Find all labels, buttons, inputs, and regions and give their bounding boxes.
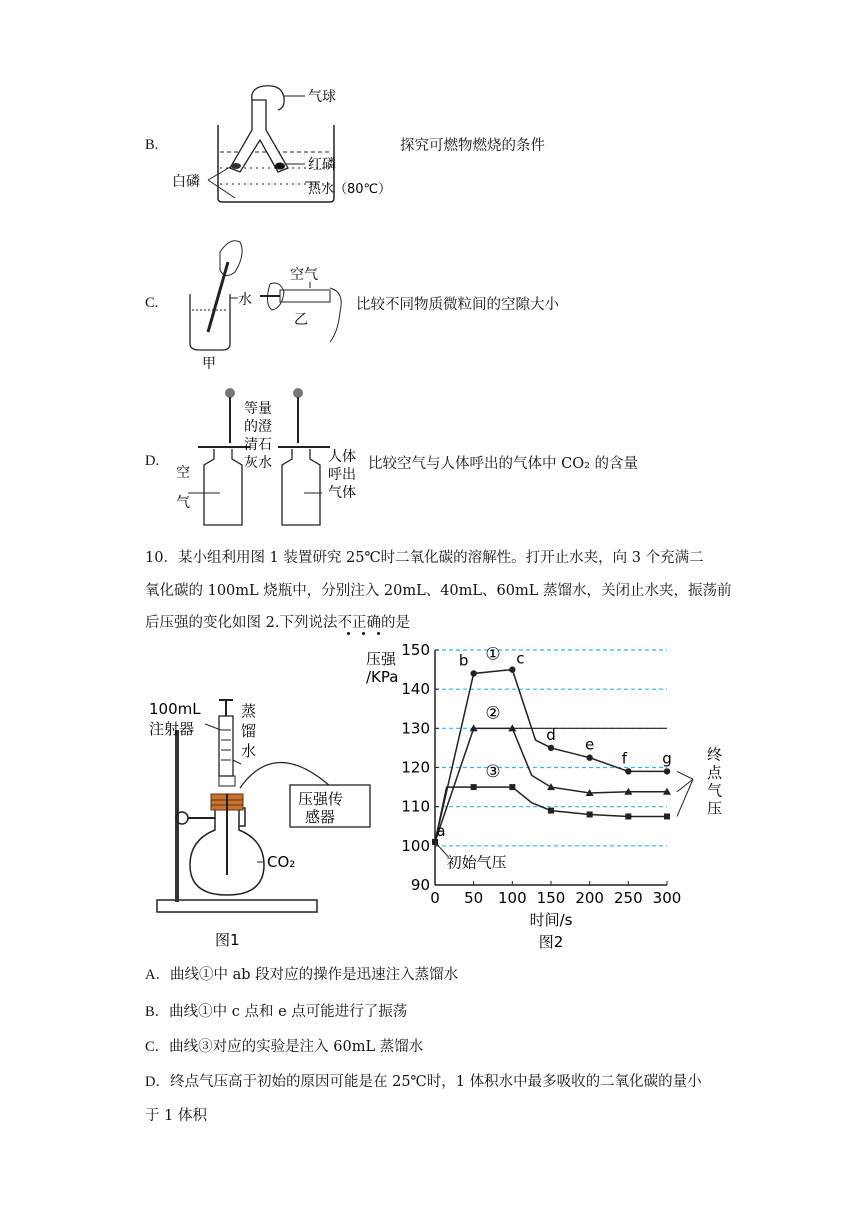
data-point	[625, 813, 631, 819]
series-name-3: ③	[485, 762, 501, 783]
co2-comparison-apparatus-figure	[170, 385, 370, 530]
chart-axes	[401, 641, 681, 907]
limewater-label-2: 的澄	[244, 419, 272, 435]
water-label-3: 水	[241, 742, 257, 760]
water-label: 水	[238, 292, 252, 308]
chart-series	[432, 666, 671, 845]
final-pressure-label: 点	[707, 763, 723, 782]
x-tick-label: 50	[464, 889, 484, 907]
limewater-label-4: 灰水	[244, 455, 272, 471]
y-tick-label: 130	[401, 719, 430, 738]
water-label-2: 馏	[241, 722, 257, 740]
y-tick-label: 140	[401, 680, 430, 699]
answer-c-letter: C．	[145, 1039, 170, 1055]
syringe-label-name: 注射器	[149, 720, 195, 738]
x-tick-label: 150	[536, 889, 566, 907]
x-tick-label: 200	[575, 889, 604, 907]
data-point	[625, 768, 631, 774]
data-point	[664, 813, 670, 819]
y-tick-label: 150	[401, 641, 430, 659]
white-phosphorus-label: 白磷	[172, 174, 200, 190]
point-label-f: f	[621, 749, 627, 768]
co2-label: CO₂	[267, 853, 296, 871]
air-label-1: 空	[176, 465, 190, 481]
exhaled-label-2: 呼出	[328, 467, 356, 483]
final-pressure-label: 压	[707, 799, 723, 818]
x-axis-label: 时间/s	[529, 911, 573, 929]
red-phosphorus-label: 红磷	[308, 157, 336, 173]
water-label-1: 蒸	[241, 702, 257, 720]
air-label-2: 气	[176, 495, 190, 511]
burning-condition-apparatus-figure	[160, 80, 400, 205]
y-tick-label: 90	[410, 876, 430, 894]
final-pressure-label: 气	[707, 781, 723, 800]
answer-b	[145, 1000, 407, 1021]
air-label: 空气	[290, 267, 318, 283]
point-label-d: d	[546, 725, 556, 744]
x-tick-label: 100	[498, 889, 527, 907]
data-point	[471, 784, 477, 790]
series-name-1: ①	[485, 644, 501, 665]
figure-2-caption: 图2	[538, 933, 564, 951]
emphasis-dots	[347, 632, 407, 636]
final-pressure-label: 终	[707, 745, 723, 764]
point-label-b: b	[458, 651, 469, 670]
answer-a-text: 曲线①中 ab 段对应的操作是迅速注入蒸馏水	[169, 967, 459, 983]
jia-label: 甲	[202, 356, 216, 372]
yi-label: 乙	[294, 312, 308, 328]
option-c-letter: C.	[145, 295, 159, 311]
exhaled-label-3: 气体	[328, 485, 356, 501]
data-point	[509, 666, 515, 672]
x-tick-label: 0	[430, 889, 440, 907]
answer-d-continuation: 于 1 体积	[145, 1108, 207, 1124]
answer-c	[145, 1035, 423, 1056]
limewater-label-3: 清石	[244, 437, 272, 453]
series-name-2: ②	[485, 703, 501, 724]
data-point	[587, 812, 593, 818]
particle-gap-apparatus-figure	[180, 232, 355, 372]
data-point	[547, 783, 555, 790]
answer-d	[145, 1070, 702, 1091]
answer-a	[145, 963, 458, 984]
y-tick-label: 120	[401, 758, 430, 777]
answer-a-letter: A．	[145, 967, 170, 983]
figure-1-caption: 图1	[215, 931, 240, 949]
limewater-label-1: 等量	[244, 401, 272, 417]
x-tick-label: 250	[614, 889, 643, 907]
final-arrow	[677, 779, 693, 816]
x-tick-label: 300	[652, 889, 682, 907]
series-line-3	[435, 787, 667, 842]
balloon-label: 气球	[308, 89, 336, 105]
question-line-2: 氧化碳的 100mL 烧瓶中，分别注入 20mL、40mL、60mL 蒸馏水，关闭止水夹，振荡前	[145, 583, 732, 599]
y-axis-unit: /KPa	[366, 668, 399, 686]
figure-2-pressure-chart	[360, 640, 730, 960]
y-axis-label: 压强	[366, 650, 397, 668]
final-arrow	[677, 771, 693, 779]
sensor-label-2: 感器	[305, 808, 336, 826]
point-label-g: g	[662, 749, 672, 768]
question-line-3	[145, 611, 410, 632]
answer-d-letter: D．	[145, 1074, 170, 1090]
point-label-e: e	[585, 735, 595, 754]
exhaled-label-1: 人体	[328, 449, 356, 465]
answer-d-text: 终点气压高于初始的原因可能是在 25℃时，1 体积水中最多吸收的二氧化碳的量小	[169, 1074, 702, 1090]
question-line-1: 10．某小组利用图 1 装置研究 25℃时二氧化碳的溶解性。打开止水夹，向 3 个充满二	[145, 550, 704, 566]
data-point	[470, 670, 476, 676]
data-point	[548, 808, 554, 814]
option-c-description: 比较不同物质微粒间的空隙大小	[356, 297, 559, 313]
data-point	[548, 745, 554, 751]
answer-c-text: 曲线③对应的实验是注入 60mL 蒸馏水	[169, 1039, 424, 1055]
option-b-letter: B.	[145, 137, 159, 153]
hot-water-label: 热水（80℃）	[308, 182, 392, 197]
sensor-label-1: 压强传	[298, 790, 344, 808]
syringe-label-volume: 100mL	[149, 700, 201, 718]
y-tick-label: 100	[401, 836, 430, 855]
question-line-3-text: 后压强的变化如图 2.下列说法不正确的是	[145, 615, 410, 631]
initial-pressure-label: 初始气压	[446, 853, 507, 872]
point-label-c: c	[516, 649, 525, 668]
option-b-description: 探究可燃物燃烧的条件	[400, 138, 545, 154]
option-d-letter: D.	[145, 453, 160, 469]
data-point	[586, 755, 592, 761]
point-label-a: a	[436, 821, 446, 840]
option-d-description: 比较空气与人体呼出的气体中 CO₂ 的含量	[368, 456, 639, 472]
y-tick-label: 110	[401, 797, 430, 816]
answer-b-text: 曲线①中 c 点和 e 点可能进行了振荡	[169, 1004, 408, 1020]
data-point	[664, 768, 670, 774]
data-point	[509, 784, 515, 790]
answer-b-letter: B．	[145, 1004, 170, 1020]
